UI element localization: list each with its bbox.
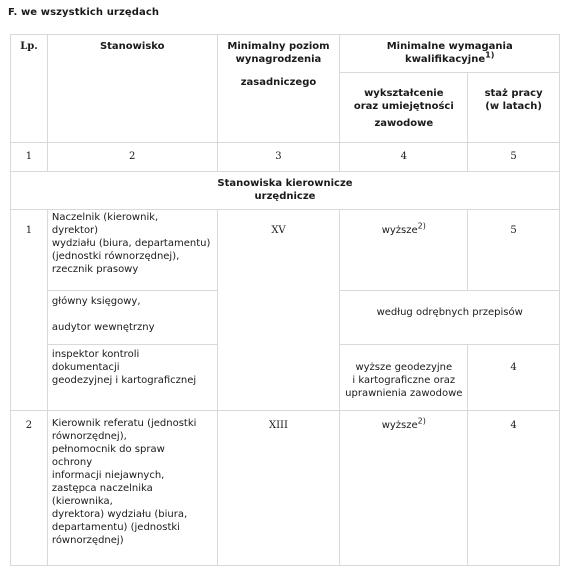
header-wyksztalcenie: [340, 73, 468, 143]
header-wynagrodzenie: [217, 35, 340, 143]
wyksztalcenie-line: uprawnienia zawodowe: [345, 388, 463, 399]
stanowisko-line: audytor wewnętrzny: [51, 322, 155, 333]
header-staz-line: (w latach): [485, 101, 542, 112]
table-row: [11, 411, 560, 566]
footnote-marker: 2): [417, 416, 426, 426]
header-wynagrodzenie-line: zasadniczego: [240, 77, 317, 88]
stanowisko-line: geodezyjnej i kartograficznej: [51, 375, 197, 386]
header-wynagrodzenie-line: Minimalny poziom: [227, 41, 330, 52]
header-wyksztalcenie-line: oraz umiejętności: [353, 101, 454, 112]
header-kwalifikacje-line: Minimalne wymagania: [386, 41, 513, 52]
stanowisko-line: dyrektora) wydziału (biura,: [51, 509, 188, 520]
stanowisko-line: (jednostki równorzędnej),: [51, 251, 180, 262]
header-row: [11, 35, 560, 73]
numbering-cell: 1: [11, 143, 48, 172]
numbering-cell: 2: [47, 143, 217, 172]
stanowisko-line: inspektor kontroli: [51, 349, 140, 360]
numbering-cell: 5: [468, 143, 560, 172]
numbering-cell: 3: [217, 143, 340, 172]
stanowisko-line: pełnomocnik do spraw: [51, 444, 165, 455]
wyksztalcenie-text: wyższe: [381, 420, 418, 431]
stanowisko-line: departamentu) (jednostki: [51, 522, 180, 533]
header-kwalifikacje: [340, 35, 560, 73]
row-wyksztalcenie: [340, 345, 468, 411]
stanowisko-line: dyrektor): [51, 225, 99, 236]
section-title-line: urzędnicze: [254, 191, 316, 202]
row-lp: 2: [11, 411, 48, 566]
stanowisko-line: Kierownik referatu (jednostki: [51, 418, 197, 429]
row-stanowisko: [47, 291, 217, 345]
header-kwalifikacje-word: kwalifikacyjne: [405, 54, 486, 65]
section-title: [11, 172, 560, 210]
row-staz: 4: [468, 345, 560, 411]
header-lp-text: Lp.: [20, 41, 38, 52]
stanowisko-line: informacji niejawnych,: [51, 470, 165, 481]
header-staz-line: staż pracy: [484, 88, 543, 99]
header-stanowisko: [47, 35, 217, 143]
row-wynagrodzenie: XV: [217, 210, 340, 411]
wyksztalcenie-line: i kartograficzne oraz: [352, 375, 456, 386]
numbering-cell: 4: [340, 143, 468, 172]
header-stanowisko-text: Stanowisko: [99, 41, 165, 52]
section-title-line: Stanowiska kierownicze: [217, 178, 353, 189]
section-row: [11, 172, 560, 210]
row-wynagrodzenie: XIII: [217, 411, 340, 566]
row-lp: 1: [11, 210, 48, 411]
row-staz: 5: [468, 210, 560, 291]
stanowisko-line: dokumentacji: [51, 362, 120, 373]
row-staz: 4: [468, 411, 560, 566]
stanowisko-line: równorzędnej),: [51, 431, 127, 442]
header-wyksztalcenie-line: zawodowe: [374, 118, 434, 129]
section-heading: F. we wszystkich urzędach: [8, 7, 160, 18]
row-stanowisko: [47, 411, 217, 566]
stanowisko-line: Naczelnik (kierownik,: [51, 212, 159, 223]
numbering-row: [11, 143, 560, 172]
header-staz: [468, 73, 560, 143]
stanowisko-line: rzecznik prasowy: [51, 264, 139, 275]
footnote-marker: 2): [417, 221, 426, 231]
wyksztalcenie-text: wyższe: [381, 225, 418, 236]
row-stanowisko: [47, 345, 217, 411]
stanowisko-line: wydziału (biura, departamentu): [51, 238, 211, 249]
row-merged-requirement: według odrębnych przepisów: [340, 291, 560, 345]
row-stanowisko: [47, 210, 217, 291]
qualifications-table: [10, 34, 560, 566]
row-wyksztalcenie: [340, 411, 468, 566]
stanowisko-line: zastępca naczelnika: [51, 483, 153, 494]
stanowisko-line: główny księgowy,: [51, 296, 141, 307]
header-kwalifikacje-line: [340, 50, 559, 66]
header-wyksztalcenie-line: wykształcenie: [364, 88, 444, 99]
stanowisko-line: ochrony: [51, 457, 93, 468]
footnote-marker: 1): [485, 50, 495, 60]
stanowisko-line: równorzędnej): [51, 535, 124, 546]
header-lp: [11, 35, 48, 143]
stanowisko-line: (kierownika,: [51, 496, 113, 507]
table-row: [11, 210, 560, 291]
header-wynagrodzenie-line: wynagrodzenia: [235, 54, 322, 65]
row-wyksztalcenie: [340, 210, 468, 291]
wyksztalcenie-line: wyższe geodezyjne: [355, 362, 453, 373]
